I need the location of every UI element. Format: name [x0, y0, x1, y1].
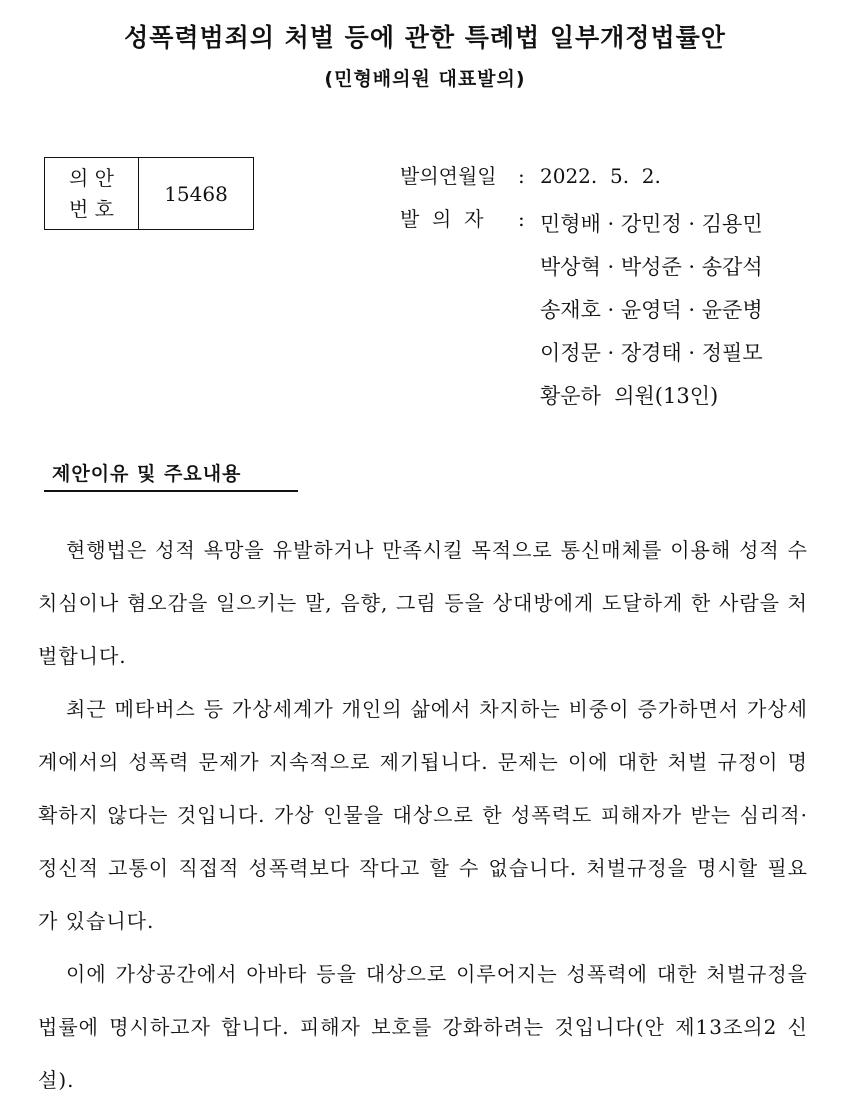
proposal-date-value: 2022. 5. 2.	[540, 164, 661, 188]
proposal-date-label: 발의연월일	[400, 164, 497, 188]
body-paragraph: 최근 메타버스 등 가상세계가 개인의 삶에서 차지하는 비중이 증가하면서 가상세계에서의 성폭력 문제가 지속적으로 제기됩니다. 문제는 이에 대한 처벌 규정이 명확하지 않다는 것입니다. 가상 인물을 대상으로 한 성폭력도 피해자가 받는 심리적·정신적 고통이 직접적 성폭력보다 작다고 할 수 없습니다. 처벌규정을 명시할 필요가 있습니다.	[38, 697, 808, 933]
bill-number-label	[45, 158, 139, 229]
sponsor-line: 송재호 · 윤영덕 · 윤준병	[540, 298, 763, 322]
bill-number-value: 15468	[164, 181, 228, 206]
proposal-date-colon: :	[518, 164, 525, 188]
bill-number-label-line1: 의 안	[69, 165, 114, 190]
proposer-colon: :	[518, 207, 525, 231]
sponsor-line: 박상혁 · 박성준 · 송갑석	[540, 255, 763, 279]
sponsor-line: 이정문 · 장경태 · 정필모	[540, 341, 763, 365]
proposal-date-row	[400, 160, 661, 189]
bill-title: 성폭력범죄의 처벌 등에 관한 특례법 일부개정법률안	[124, 23, 726, 52]
sponsor-line: 민형배 · 강민정 · 김용민	[540, 212, 763, 236]
body-paragraph: 현행법은 성적 욕망을 유발하거나 만족시킬 목적으로 통신매체를 이용해 성적 수치심이나 혐오감을 일으키는 말, 음향, 그림 등을 상대방에게 도달하게 한 사람을 처벌합니다.	[38, 538, 808, 668]
sponsor-list	[540, 203, 763, 418]
bill-subtitle: (민형배의원 대표발의)	[324, 68, 526, 90]
section-heading-underline	[44, 490, 298, 492]
section-heading: 제안이유 및 주요내용	[52, 463, 242, 485]
body-paragraph: 이에 가상공간에서 아바타 등을 대상으로 이루어지는 성폭력에 대한 처벌규정을 법률에 명시하고자 합니다. 피해자 보호를 강화하려는 것입니다(안 제13조의2 신설).	[38, 962, 808, 1092]
proposer-row	[400, 203, 540, 232]
proposal-body	[38, 524, 808, 1107]
bill-number-box	[44, 157, 254, 230]
proposer-label: 발 의 자	[400, 207, 484, 231]
bill-number-label-line2: 번 호	[69, 196, 114, 221]
sponsor-line: 황운하 의원(13인)	[540, 384, 719, 408]
